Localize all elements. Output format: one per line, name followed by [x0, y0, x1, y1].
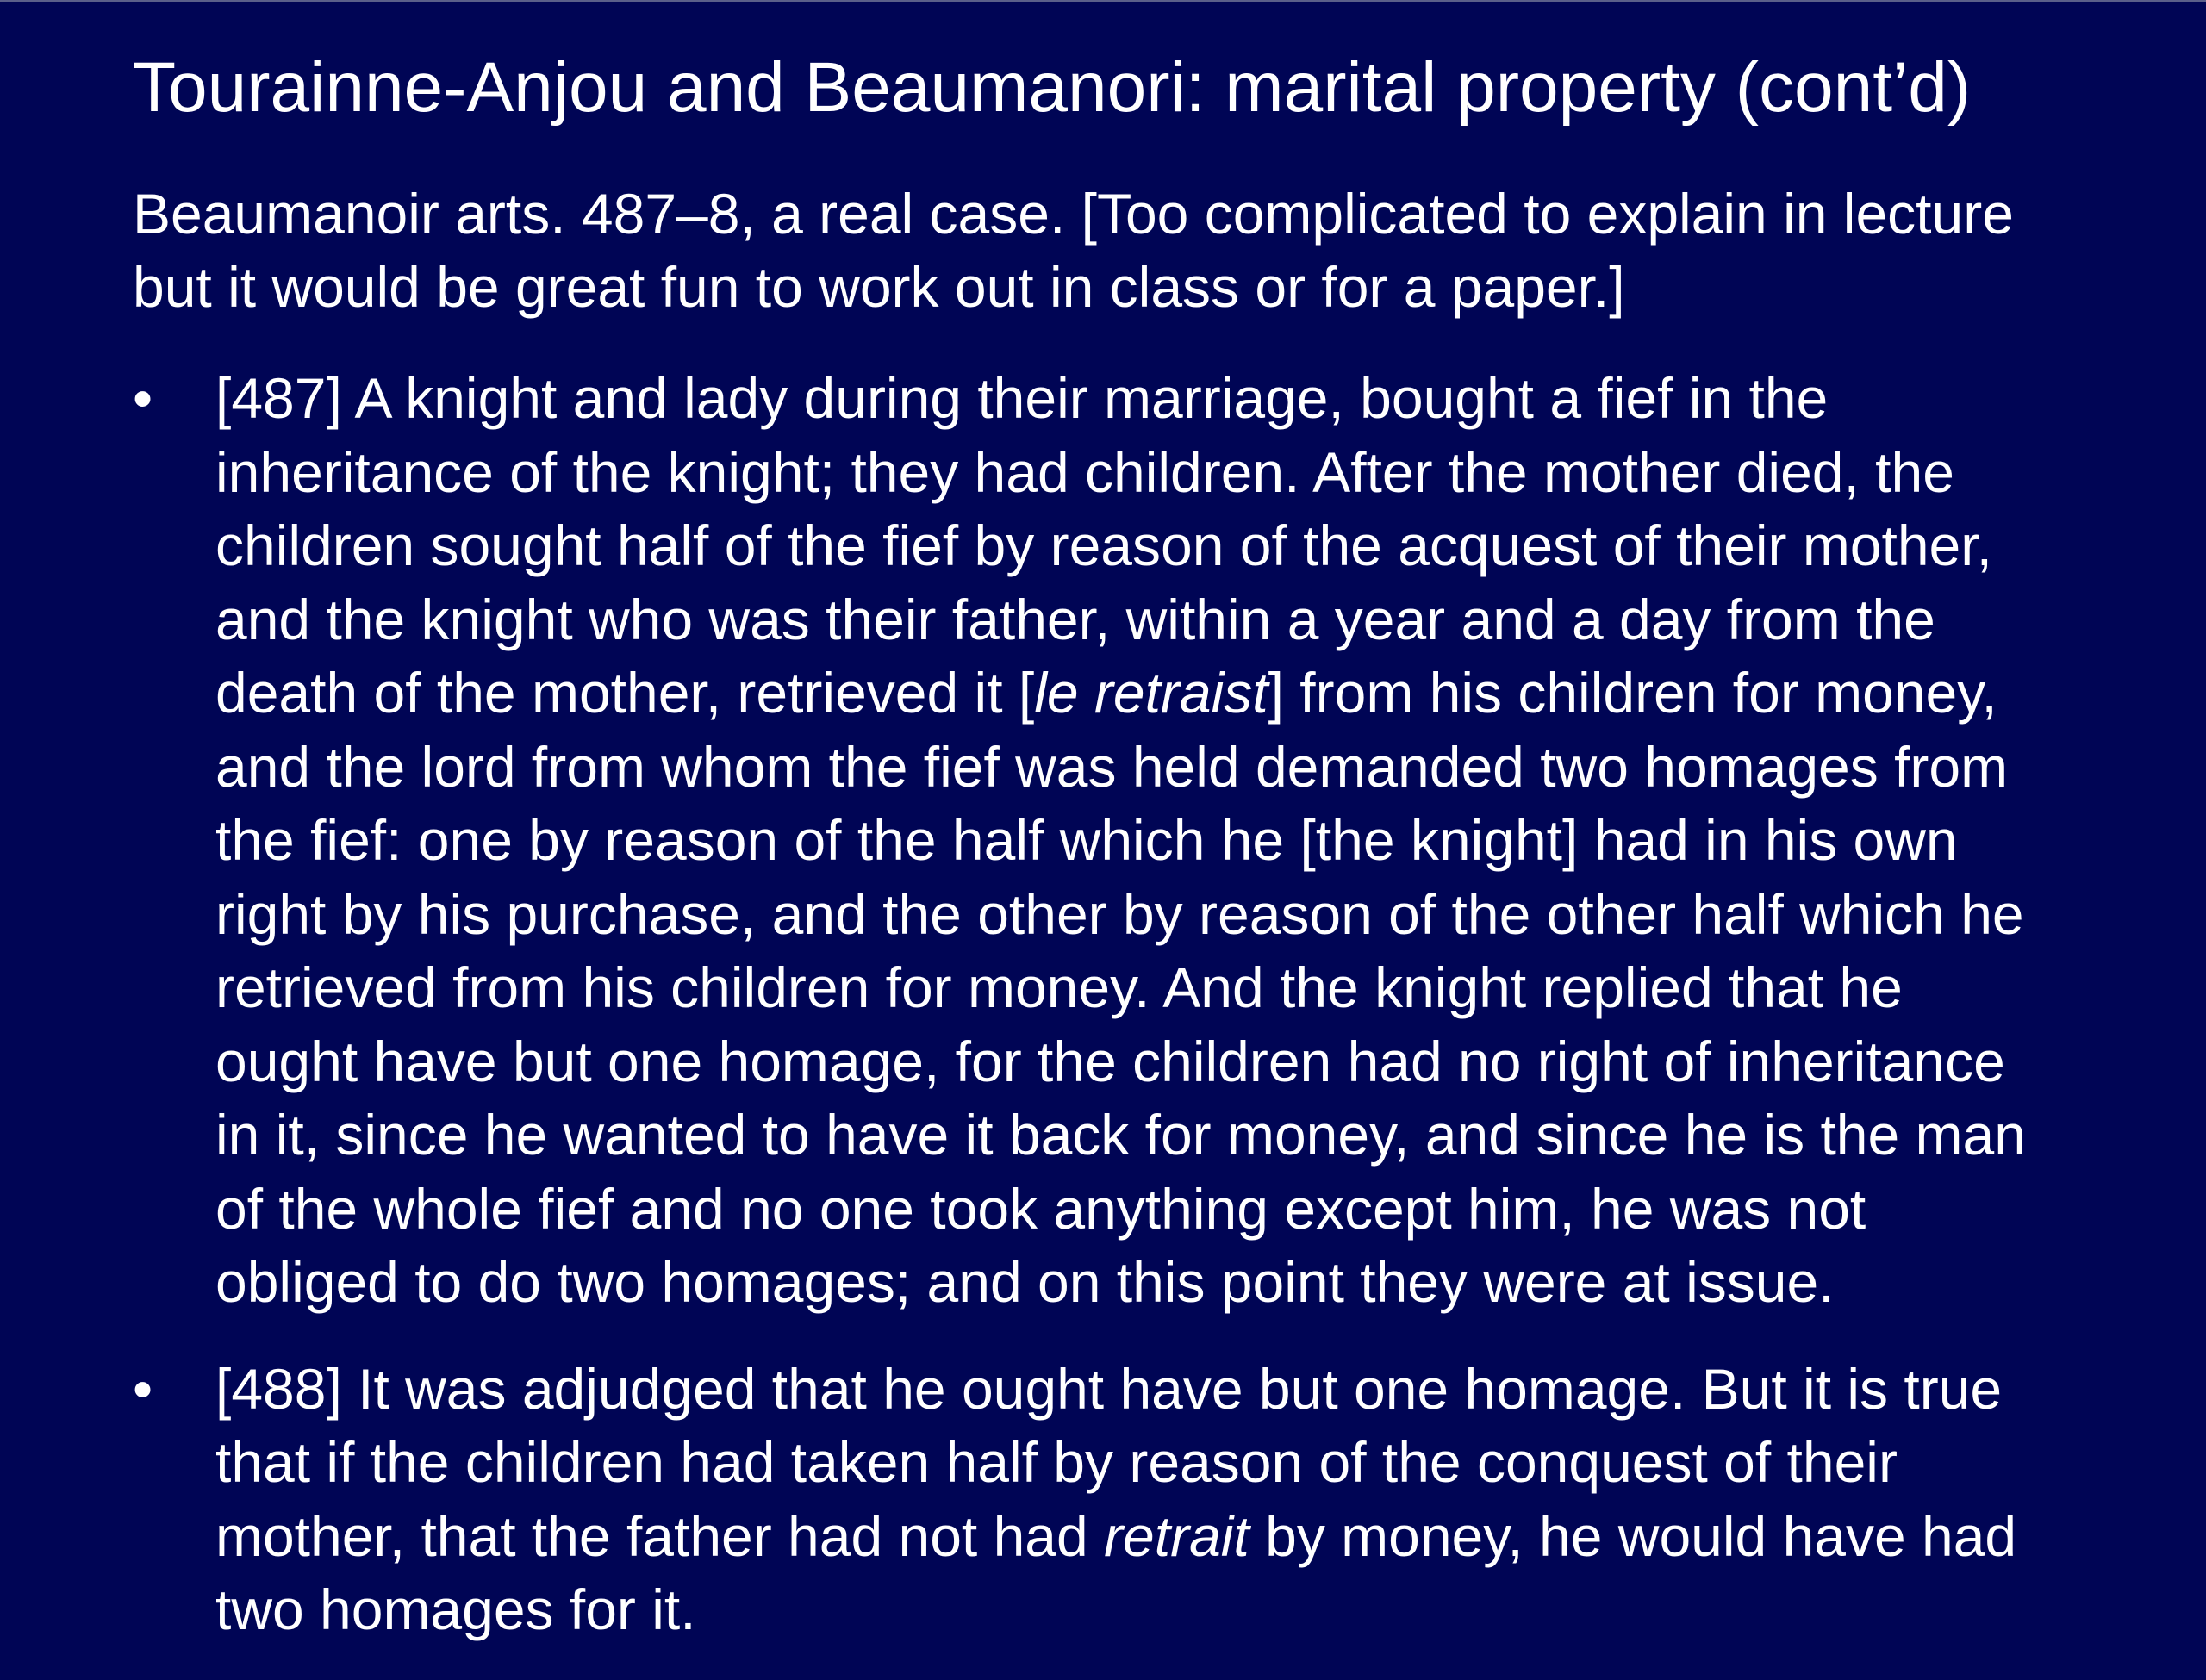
italic-term: le retraist	[1034, 661, 1268, 725]
bullet-line	[215, 1500, 2166, 1574]
text-segment: by money, he would have had	[1249, 1503, 2017, 1568]
bullet-line: retrieved from his children for money. And the knight replied that he	[215, 955, 1903, 1019]
bullet-line: children sought half of the fief by reason of the acquest of their mother,	[215, 513, 1992, 577]
text-segment: mother, that the father had not had	[215, 1503, 1105, 1568]
bullet-list	[133, 362, 2166, 1680]
bullet-item-488	[133, 1353, 2166, 1647]
bullet-line: and the knight who was their father, within a year and a day from the	[215, 587, 1935, 651]
bullet-line: in it, since he wanted to have it back for money, and since he is the man	[215, 1103, 2026, 1167]
intro-line: Beaumanoir arts. 487–8, a real case. [Too complicated to explain in lecture	[133, 182, 2014, 246]
bullet-line: and the lord from whom the fief was held demanded two homages from	[215, 734, 2009, 799]
italic-term: retrait	[1104, 1503, 1249, 1568]
text-segment: death of the mother, retrieved it [	[215, 661, 1035, 725]
bullet-line: inheritance of the knight; they had children. After the mother died, the	[215, 439, 1954, 504]
bullet-line: ought have but one homage, for the children had no right of inheritance	[215, 1029, 2005, 1093]
bullet-line: [487] A knight and lady during their marriage, bought a fief in the	[215, 366, 1829, 430]
bullet-line: two homages for it.	[215, 1577, 696, 1641]
slide-title: Tourainne-Anjou and Beaumanori: marital property (cont’d)	[133, 48, 1972, 127]
bullet-line: obliged to do two homages; and on this point they were at issue.	[215, 1250, 1835, 1314]
bullet-line: right by his purchase, and the other by reason of the other half which he	[215, 881, 2024, 946]
text-segment: ] from his children for money,	[1268, 661, 1997, 725]
bullet-line: [488] It was adjudged that he ought have but one homage. But it is true	[215, 1356, 2003, 1421]
bullet-line: that if the children had taken half by reason of the conquest of their	[215, 1430, 1898, 1494]
bullet-item-487	[133, 362, 2166, 1320]
bullet-line	[215, 656, 2166, 731]
bullet-line: of the whole fief and no one took anything except him, he was not	[215, 1176, 1866, 1241]
bullet-icon: •	[133, 1356, 153, 1421]
intro-paragraph	[133, 177, 2166, 324]
bullet-line: the fief: one by reason of the half which he [the knight] had in his own	[215, 808, 1958, 872]
bullet-icon: •	[133, 366, 153, 430]
intro-line: but it would be great fun to work out in class or for a paper.]	[133, 255, 1625, 319]
